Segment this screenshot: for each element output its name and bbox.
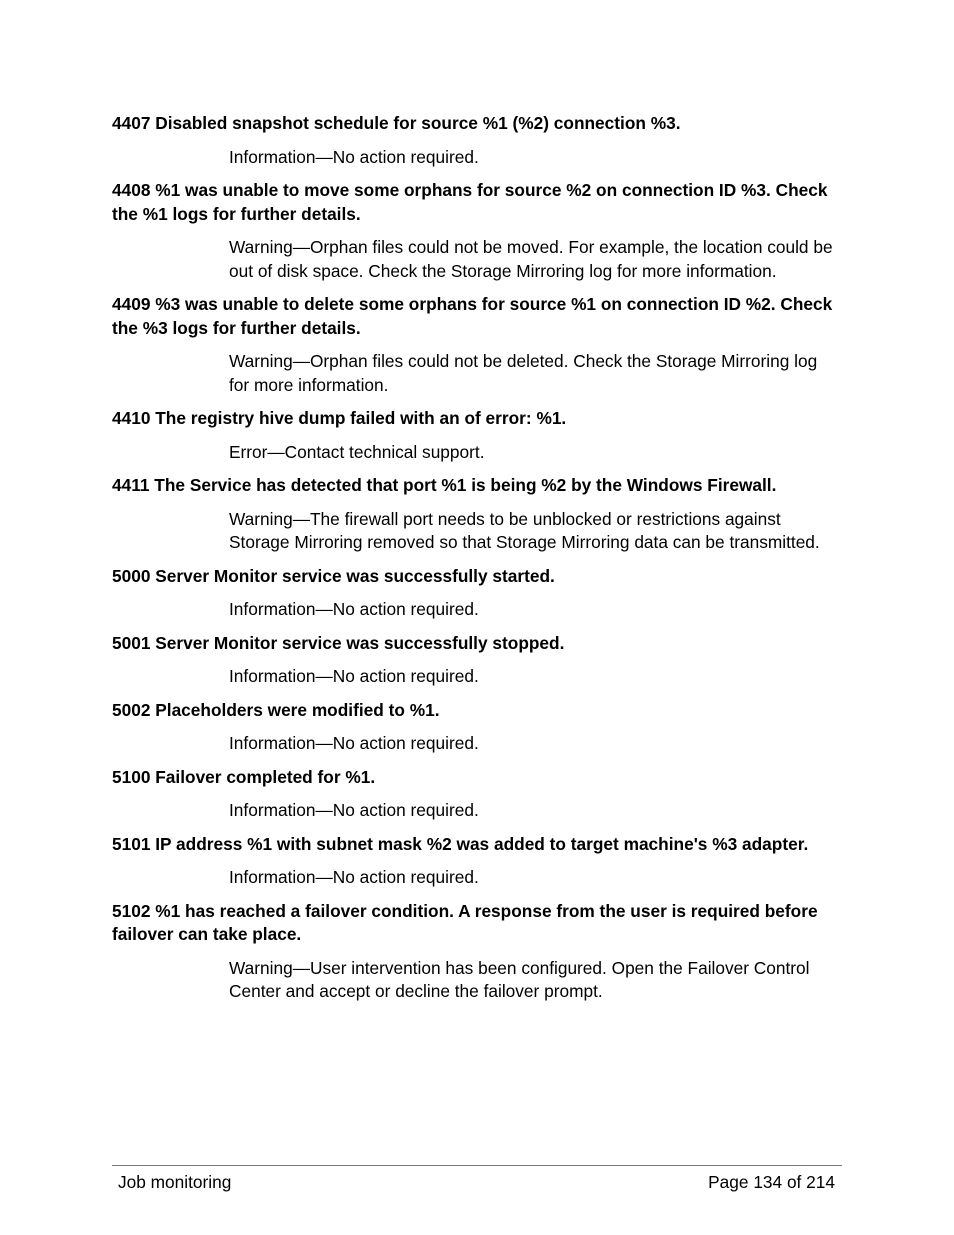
entry-description: Information—No action required.	[229, 146, 479, 167]
entry-title: 5001 Server Monitor service was successfully stopped.	[112, 632, 565, 653]
entry-description: Warning—Orphan files could not be deleted. Check the Storage Mirroring log for more information.	[229, 351, 818, 395]
entry-title: 5002 Placeholders were modified to %1.	[112, 699, 440, 720]
entry-title: 4410 The registry hive dump failed with an of error: %1.	[112, 408, 567, 428]
entry-description: Warning—Orphan files could not be moved. For example, the location could be out of disk space. Check the Storage Mirroring log for more information.	[229, 237, 833, 281]
entry	[112, 179, 842, 283]
footer-page-number: Page 134 of 214	[708, 1172, 835, 1192]
entry-title: 5000 Server Monitor service was successfully started.	[112, 565, 555, 586]
entry-description: Information—No action required.	[229, 599, 479, 619]
footer-section-title: Job monitoring	[118, 1172, 232, 1192]
entry	[112, 112, 842, 169]
footer-divider	[112, 1165, 842, 1166]
entry-description: Information—No action required.	[229, 800, 479, 820]
entry-description: Warning—User intervention has been configured. Open the Failover Control Center and accept or decline the failover prompt.	[229, 957, 810, 1001]
entry-title: 5101 IP address %1 with subnet mask %2 was added to target machine's %3 adapter.	[112, 833, 809, 854]
document-body	[112, 112, 842, 1014]
entry-description: Error—Contact technical support.	[229, 441, 485, 462]
entry-title: 4409 %3 was unable to delete some orphans for source %1 on connection ID %2. Check the %3 logs for further details.	[112, 294, 833, 338]
entry-title: 5100 Failover completed for %1.	[112, 766, 376, 787]
entry	[112, 474, 842, 555]
entry-description: Information—No action required.	[229, 867, 479, 887]
entry	[112, 293, 842, 397]
entry-title: 4407 Disabled snapshot schedule for source %1 (%2) connection %3.	[112, 113, 681, 133]
entry-description: Information—No action required.	[229, 733, 479, 753]
entry-title: 4408 %1 was unable to move some orphans for source %2 on connection ID %3. Check the %1 logs for further details.	[112, 180, 828, 224]
entry	[112, 565, 842, 622]
entry	[112, 407, 842, 464]
entry	[112, 699, 842, 756]
entry	[112, 900, 842, 1004]
entry	[112, 766, 842, 823]
entry	[112, 833, 842, 890]
entry-description: Warning—The firewall port needs to be unblocked or restrictions against Storage Mirroring removed so that Storage Mirroring data can be transmitted.	[229, 508, 820, 552]
entry	[112, 632, 842, 689]
entry-description: Information—No action required.	[229, 666, 479, 686]
entry-title: 5102 %1 has reached a failover condition. A response from the user is required before failover can take place.	[112, 900, 818, 944]
entry-title: 4411 The Service has detected that port %1 is being %2 by the Windows Firewall.	[112, 475, 777, 495]
